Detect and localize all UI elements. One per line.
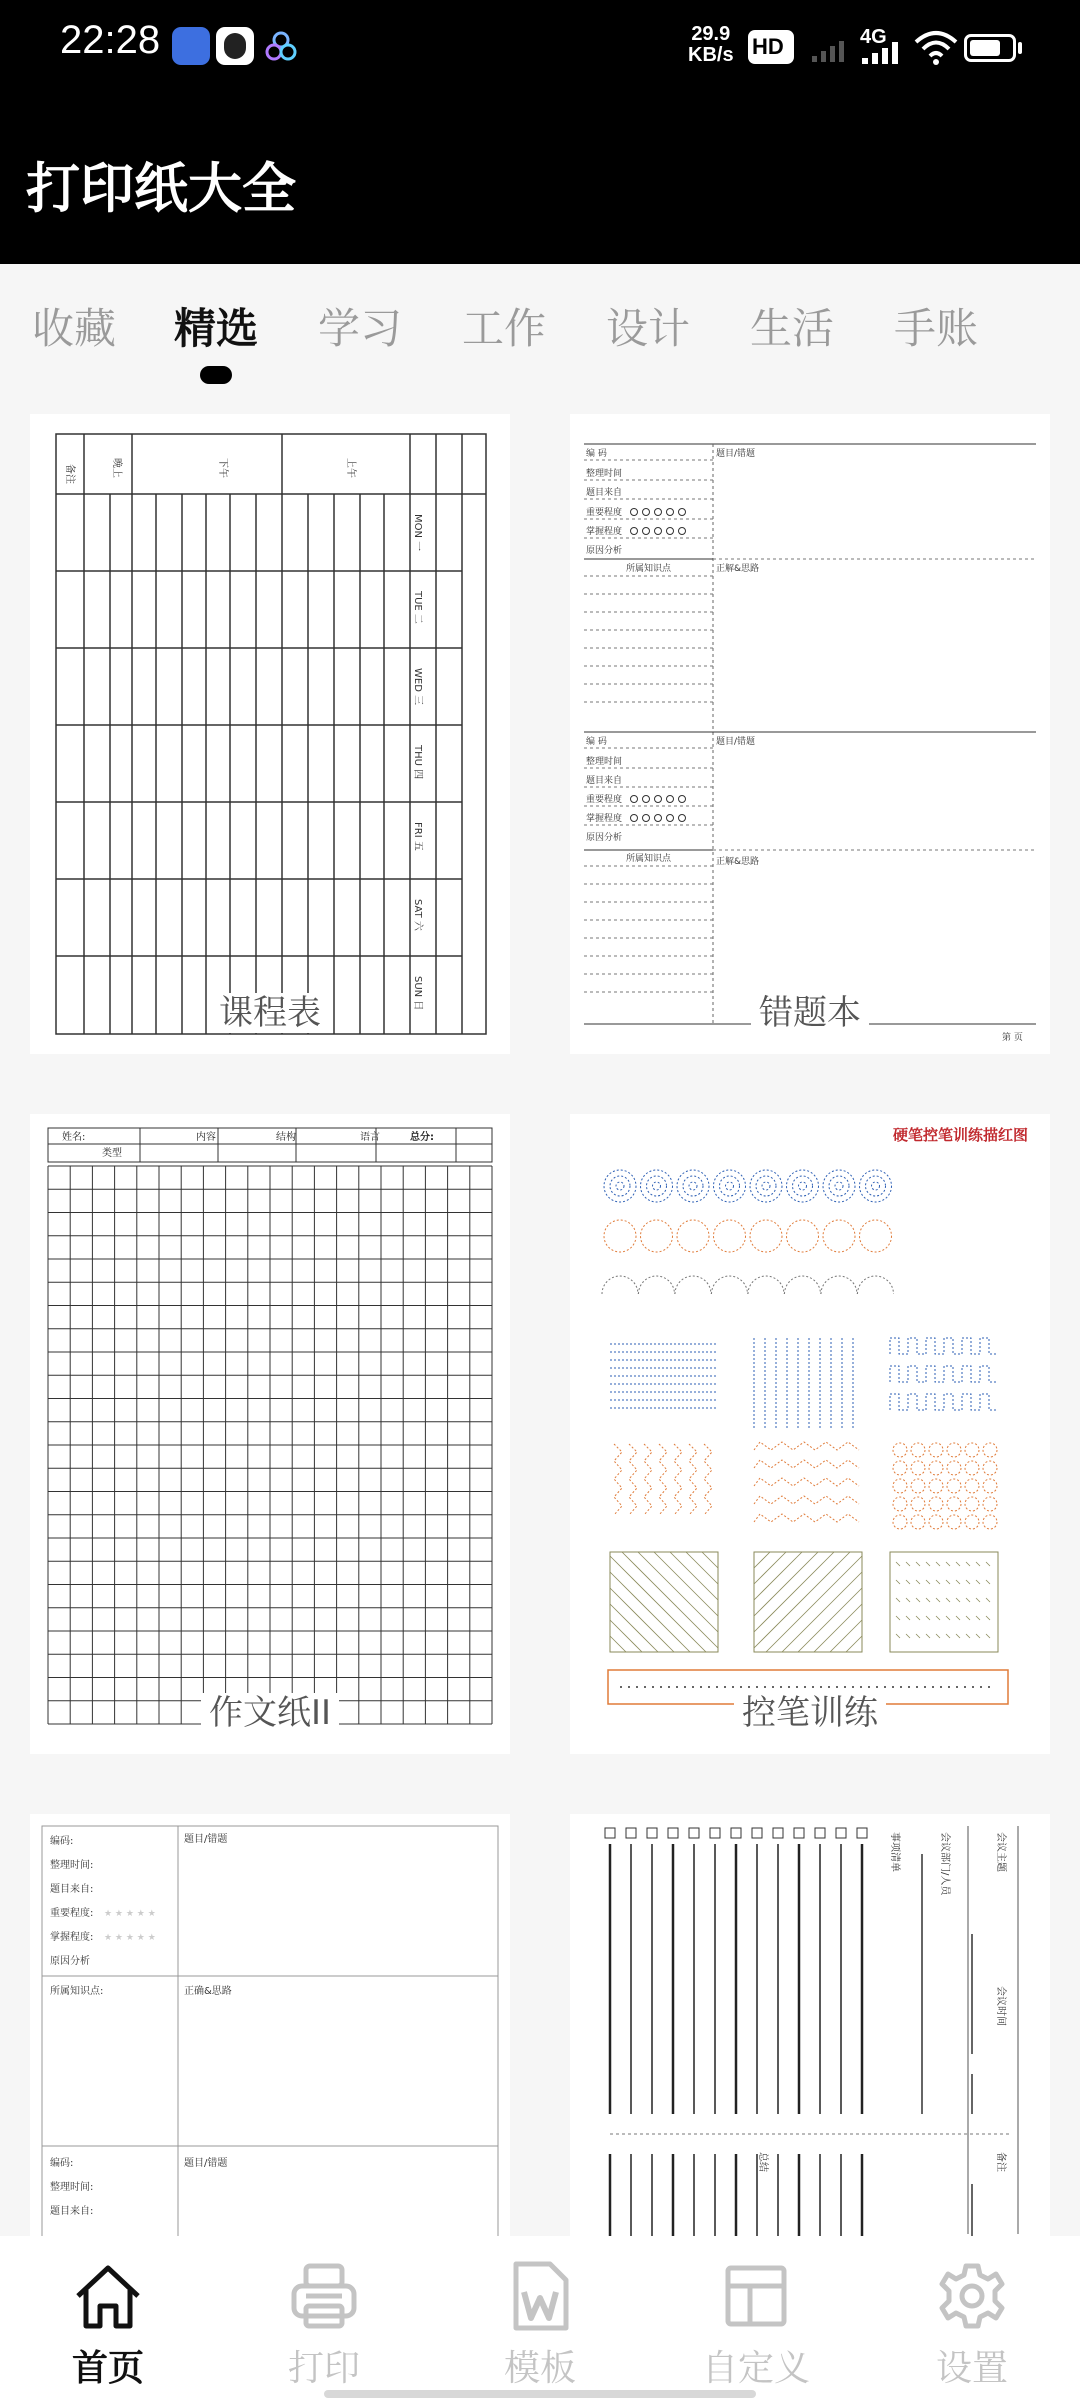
meeting-notes-thumbnail: [570, 1814, 1050, 2236]
tab-study[interactable]: 学习: [318, 304, 403, 353]
card5-answer-label: 正确&思路: [184, 1986, 232, 1997]
notification-app-icon: [172, 27, 210, 65]
meeting-label-dept: 会议部门/人员: [939, 1832, 950, 1896]
bottom-navigation: [0, 2236, 1080, 2404]
meeting-label-todo: 事项清单: [889, 1832, 900, 1872]
pen-control-thumbnail: [570, 1114, 1050, 1754]
template-card-mistake-notebook[interactable]: [570, 414, 1050, 1054]
nav-label: 首页: [71, 2348, 144, 2389]
battery-icon: [964, 34, 1016, 62]
meeting-label-note: 备注: [995, 2152, 1006, 2172]
essay-header-structure: 结构: [276, 1132, 296, 1143]
app-title: 打印纸大全: [26, 157, 296, 220]
mistake-field-importance-2: 重要程度: [586, 795, 623, 805]
schedule-day-sat: SAT 六: [412, 899, 423, 931]
essay-header-type: 类型: [102, 1148, 122, 1159]
nav-print[interactable]: [216, 2236, 432, 2404]
schedule-thumbnail: [30, 414, 510, 1054]
mistake-notebook-2-thumbnail: [30, 1814, 510, 2236]
schedule-header-evening: 晚上: [111, 458, 122, 478]
mistake-field-importance: 重要程度: [586, 508, 623, 518]
mistake-notebook-thumbnail: [570, 414, 1050, 1054]
home-icon: [72, 2260, 144, 2332]
word-document-icon: [504, 2260, 576, 2332]
notification-avatar-icon: [216, 27, 254, 65]
template-card-meeting-notes[interactable]: [570, 1814, 1050, 2236]
tab-life[interactable]: 生活: [750, 304, 835, 353]
card-label: 作文纸II: [30, 1685, 510, 1734]
card-label: 控笔训练: [570, 1685, 1050, 1734]
card5-field-time-2: 整理时间:: [50, 2182, 94, 2193]
card5-field-time: 整理时间:: [50, 1860, 94, 1871]
home-indicator: [324, 2390, 756, 2398]
tab-favorites[interactable]: 收藏: [32, 304, 117, 353]
mistake-field-mastery: 掌握程度: [586, 527, 623, 537]
network-speed: 29.9 KB/s: [688, 23, 734, 66]
card-label: 错题本: [570, 985, 1050, 1034]
essay-paper-thumbnail: [30, 1114, 510, 1754]
svg-text:★ ★ ★ ★ ★: ★ ★ ★ ★ ★: [104, 1909, 156, 1919]
mistake-field-time: 整理时间: [586, 469, 623, 479]
layout-icon: [720, 2260, 792, 2332]
wifi-icon: [914, 30, 958, 66]
card5-field-code-2: 编码:: [50, 2158, 74, 2169]
gear-icon: [936, 2260, 1008, 2332]
schedule-header-morning: 上午: [345, 458, 356, 478]
mistake-question-label-2: 题目/错题: [716, 737, 756, 747]
hd-text: HD: [752, 34, 784, 59]
tab-indicator: [200, 366, 232, 384]
tab-design[interactable]: 设计: [606, 304, 691, 353]
schedule-day-tue: TUE 二: [412, 591, 423, 624]
pen-title: 硬笔控笔训练描红图: [892, 1126, 1028, 1144]
mistake-answer-label: 正解&思路: [716, 564, 760, 574]
printer-icon: [288, 2260, 360, 2332]
mistake-knowledge-label: 所属知识点: [626, 564, 672, 574]
notification-cloud-icon: [262, 27, 300, 65]
card5-field-mastery: 掌握程度:: [50, 1932, 94, 1943]
tab-featured[interactable]: 精选: [174, 304, 259, 353]
signal-weak-icon: [812, 38, 848, 64]
mistake-answer-label-2: 正解&思路: [716, 857, 760, 867]
schedule-day-sun: SUN 日: [412, 976, 423, 1011]
mistake-field-mastery-2: 掌握程度: [586, 814, 623, 824]
mistake-field-code: 编 码: [586, 449, 607, 459]
category-tabs: [0, 264, 1080, 394]
app-bar: [0, 100, 1080, 264]
network-type: 4G: [860, 26, 887, 48]
nav-label: 自定义: [701, 2348, 810, 2389]
essay-header-language: 语言: [360, 1132, 380, 1143]
nav-home[interactable]: [0, 2236, 216, 2404]
nav-label: 设置: [935, 2348, 1008, 2389]
mistake-page-label: 第 页: [1002, 1033, 1023, 1043]
mistake-knowledge-label-2: 所属知识点: [626, 854, 672, 864]
meeting-label-time: 会议时间: [995, 1986, 1006, 2026]
card5-field-cause: 原因分析: [50, 1956, 90, 1967]
nav-label: 打印: [287, 2348, 360, 2389]
template-card-mistake-notebook-2[interactable]: [30, 1814, 510, 2236]
schedule-day-mon: MON 一: [412, 514, 423, 552]
mistake-field-code-2: 编 码: [586, 737, 607, 747]
card5-knowledge-label: 所属知识点:: [50, 1986, 104, 1997]
card5-question-label: 题目/错题: [184, 1834, 228, 1845]
mistake-question-label: 题目/错题: [716, 449, 756, 459]
tab-work[interactable]: 工作: [462, 304, 547, 353]
clock: 22:28: [60, 18, 161, 62]
status-bar: [0, 0, 1080, 100]
schedule-header-note: 备注: [64, 464, 75, 484]
nav-custom[interactable]: [648, 2236, 864, 2404]
schedule-header-afternoon: 下午: [217, 458, 228, 478]
tab-journal[interactable]: 手账: [894, 304, 979, 353]
card5-question-label-2: 题目/错题: [184, 2158, 228, 2169]
mistake-field-cause-2: 原因分析: [586, 833, 623, 843]
signal-strong-icon: [862, 42, 902, 66]
template-card-pen-control[interactable]: [570, 1114, 1050, 1754]
mistake-field-source-2: 题目来自: [586, 776, 623, 786]
card-label: 课程表: [30, 985, 510, 1034]
card5-field-source-2: 题目来自:: [50, 2206, 94, 2217]
template-card-essay-paper[interactable]: [30, 1114, 510, 1754]
essay-header-content: 内容: [196, 1132, 216, 1143]
schedule-day-wed: WED 三: [412, 668, 423, 706]
mistake-field-source: 题目来自: [586, 488, 623, 498]
schedule-day-thu: THU 四: [412, 745, 423, 780]
card5-field-code: 编码:: [50, 1836, 74, 1847]
card5-field-source: 题目来自:: [50, 1884, 94, 1895]
meeting-label-summary: 总结: [757, 2152, 768, 2172]
template-card-schedule[interactable]: [30, 414, 510, 1054]
nav-templates[interactable]: [432, 2236, 648, 2404]
svg-text:★ ★ ★ ★ ★: ★ ★ ★ ★ ★: [104, 1933, 156, 1943]
essay-header-score: 总分:: [410, 1132, 434, 1143]
mistake-field-time-2: 整理时间: [586, 757, 623, 767]
essay-header-name: 姓名:: [62, 1132, 86, 1143]
mistake-field-cause: 原因分析: [586, 546, 623, 556]
card5-field-importance: 重要程度:: [50, 1908, 94, 1919]
meeting-label-topic: 会议主题: [995, 1832, 1006, 1872]
schedule-day-fri: FRI 五: [412, 822, 423, 851]
nav-label: 模板: [503, 2348, 576, 2389]
nav-settings[interactable]: [864, 2236, 1080, 2404]
